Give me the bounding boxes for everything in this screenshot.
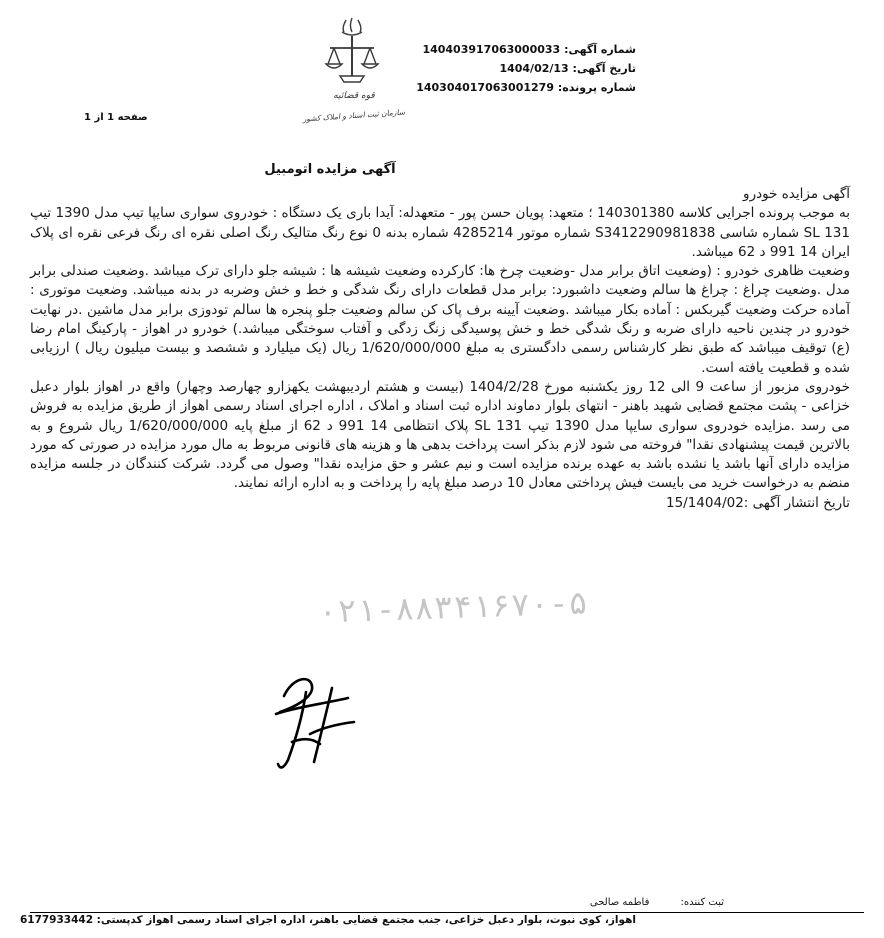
page-title: آگهی مزایده اتومبیل [264, 162, 396, 177]
registrar [590, 897, 724, 908]
paragraph-vehicle-details: به موجب پرونده اجرایی کلاسه 140301380 ؛ متعهد: پویان حسن پور - متعهدله: آیدا باری یک دستگاه : خودروی سواری سایپا تیپ مدل 1390 تیپ SL 131 شماره شاسی S3412290981838 شماره موتور 4285214 شماره بدنه 0 نوع رنگ متالیک رنگ اصلی نقره ای رنگ فرعی نقره ای پلاک ایران 14 991 د 62 میباشد. [30, 205, 850, 260]
registrar-name: فاطمه صالحی [589, 897, 650, 908]
phone-stamp: ۰۲۱-۸۸۳۴۱۶۷۰-۵ [317, 583, 589, 631]
ad-date-value: 1404/02/13 [499, 62, 569, 75]
judiciary-emblem-logo [292, 14, 422, 134]
header-meta [406, 40, 636, 97]
logo-caption-2: سازمان ثبت اسناد و املاک کشور [302, 107, 406, 124]
publish-date: تاریخ انتشار آگهی :15/1404/02 [665, 494, 850, 511]
ad-number-label: شماره آگهی: [564, 43, 636, 56]
ad-number-row [406, 40, 636, 59]
registrar-label: ثبت کننده: [680, 897, 724, 908]
ad-date-row [406, 59, 636, 78]
case-number-row [406, 78, 636, 97]
paragraph-auction-terms: خودروی مزبور از ساعت 9 الی 12 روز یکشنبه مورخ 1404/2/28 (بیست و هشتم اردیبهشت یکهزارو چهارصد وچهار) واقع در اهواز بلوار دعبل خزاعی - پشت مجتمع قضایی شهید باهنر - انتهای بلوار دماوند اداره ثبت اسناد و املاک ، اداره اجرای اسناد رسمی اهواز از طریق مزایده به فروش می رسد .مزایده خودروی سواری سایپا مدل 1390 تیپ SL 131 پلاک انتظامی 14 991 د 62 از مبلغ پایه 1/620/000/000 ریال شروع و به بالاترین قیمت پیشنهادی نقدا" فروخته می شود لازم بذکر است پرداخت بدهی ها و هزینه های قانونی مربوط به مال مورد مزایده در صورتی که مورد مزایده دارای آنها باشد یا نشده باشد به عهده برنده مزایده است و نیم عشر و حق مزایده نقدا" وصول می گردد. شرکت کنندگان در جلسه مزایده منضم به درخواست خرید می بایست فیش پرداختی معادل 10 درصد مبلغ پایه را پرداخت و به اداره ارائه نمایند. [30, 378, 850, 492]
notice-heading: آگهی مزایده خودرو [743, 186, 850, 202]
footer-address: اهواز، کوی نبوت، بلوار دعبل خزاعی، جنب مجتمع قضایی باهنر، اداره اجرای اسناد رسمی اهواز کدپستی: 6177933442 [19, 914, 636, 926]
footer-divider [30, 912, 864, 913]
ad-date-label: تاریخ آگهی: [572, 62, 636, 75]
ad-number-value: 140403917063000033 [422, 43, 561, 56]
paragraph-vehicle-condition: وضعیت ظاهری خودرو : (وضعیت اتاق برابر مدل -وضعیت چرخ ها: کارکرده وضعیت شیشه ها : شیشه جلو دارای ترک میباشد .وضعیت صندلی برابر مدل .وضعیت چراغ : چراغ ها سالم وضعیت داشبورد: برابر مدل قطعات دارای رنگ شدگی و خط و خش وضربه در بدنه میباشد. وضعیت موتوری : آماده حرکت وضعیت گیربکس : آماده بکار میباشد .وضعیت آیینه برف پاک کن سالم وضعیت جلو پنجره ها سالم تودوزی برابر مدل ماشین .در نهایت خودرو در چندین ناحیه دارای ضربه و رنگ شدگی خط و خش پوسیدگی زنگ زدگی و آفتاب سوختگی میباشد.) خودرو در اهواز - پارکینگ امام رضا (ع) توقیف میباشد که طبق نظر کارشناس رسمی دادگستری به مبلغ 1/620/000/000 ریال (یک میلیارد و ششصد و بیست میلیون ریال ) ارزیابی شده و قطعیت یافته است. [30, 263, 850, 376]
logo-caption-1: قوه قضائیه [333, 91, 375, 101]
case-number-label: شماره پرونده: [557, 81, 636, 94]
notice-body [30, 185, 850, 513]
handwritten-signature [262, 668, 362, 778]
case-number-value: 140304017063001279 [416, 81, 554, 94]
page-number: صفحه 1 از 1 [84, 112, 148, 123]
